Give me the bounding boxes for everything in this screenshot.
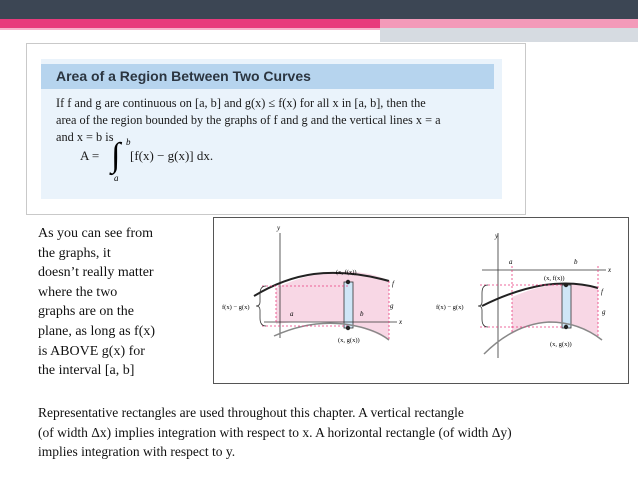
left-text-line: doesn’t really matter bbox=[38, 265, 154, 281]
region-fill bbox=[512, 283, 598, 336]
left-text-line: where the two bbox=[38, 284, 118, 300]
graph1-difference-label: f(x) − g(x) bbox=[222, 304, 250, 311]
formula-lower-limit: a bbox=[114, 173, 119, 183]
point-f bbox=[346, 280, 350, 284]
formula-upper-limit: b bbox=[126, 137, 131, 147]
graph1-f-label: f bbox=[392, 280, 394, 288]
graphs-illustration bbox=[214, 218, 628, 383]
region-fill bbox=[276, 272, 389, 340]
left-explanation bbox=[38, 224, 208, 381]
graph1-g-label: g bbox=[390, 302, 394, 310]
vertical-rectangle bbox=[344, 282, 353, 328]
graph2-b-label: b bbox=[574, 258, 578, 266]
left-text-line: the interval [a, b] bbox=[38, 363, 135, 379]
graph-2 bbox=[436, 232, 612, 358]
graph2-x-label: x bbox=[608, 266, 612, 274]
point-f bbox=[564, 283, 568, 287]
formula-integrand: [f(x) − g(x)] dx. bbox=[130, 148, 214, 163]
header-bar bbox=[0, 0, 638, 19]
graph1-bottom-point-label: (x, g(x)) bbox=[338, 337, 360, 344]
theorem-line-2: area of the region bounded by the graphs of f and g and the vertical lines x = a bbox=[56, 113, 441, 127]
bottom-text-line-2: (of width Δx) implies integration with respect to x. A horizontal rectangle (of width Δy) bbox=[38, 424, 512, 440]
graph2-a-label: a bbox=[509, 258, 513, 266]
graph2-bottom-point-label: (x, g(x)) bbox=[550, 341, 572, 348]
left-text-line: graphs are on the bbox=[38, 304, 135, 320]
graph1-x-label: x bbox=[399, 318, 403, 326]
left-text-line: is ABOVE g(x) for bbox=[38, 343, 145, 359]
graph1-y-label: y bbox=[277, 224, 281, 232]
theorem-line-1: If f and g are continuous on [a, b] and g(x) ≤ f(x) for all x in [a, b], then the bbox=[56, 96, 426, 110]
graph2-f-label: f bbox=[601, 288, 603, 296]
left-text-line: As you can see from bbox=[38, 226, 154, 241]
point-g bbox=[346, 326, 350, 330]
graph2-y-label: y bbox=[495, 232, 499, 240]
graph1-top-point-label: (x, f(x)) bbox=[336, 269, 357, 276]
graph1-a-label: a bbox=[290, 310, 294, 318]
left-text-line: plane, as long as f(x) bbox=[38, 323, 156, 339]
bottom-explanation bbox=[38, 403, 634, 462]
theorem-line-3: and x = b is bbox=[56, 130, 114, 144]
accent-line bbox=[0, 28, 380, 30]
integral-sign: ∫ bbox=[111, 137, 121, 174]
graph2-g-label: g bbox=[602, 308, 606, 316]
graph2-difference-label: f(x) − g(x) bbox=[436, 304, 464, 311]
graph1-b-label: b bbox=[360, 310, 364, 318]
point-g bbox=[564, 325, 568, 329]
vertical-rectangle bbox=[562, 285, 571, 328]
bottom-text-line-1: Representative rectangles are used throughout this chapter. A vertical rectangle bbox=[38, 405, 464, 420]
graph2-top-point-label: (x, f(x)) bbox=[544, 275, 565, 282]
graph-1 bbox=[222, 224, 403, 344]
header-tab bbox=[380, 28, 638, 42]
bottom-text-line-3: implies integration with respect to y. bbox=[38, 444, 236, 459]
theorem-title: Area of a Region Between Two Curves bbox=[56, 68, 311, 84]
accent-bar-light bbox=[380, 19, 638, 28]
graphs-frame bbox=[213, 217, 629, 384]
formula-lhs: A = bbox=[80, 148, 100, 163]
left-text-line: the graphs, it bbox=[38, 245, 111, 261]
